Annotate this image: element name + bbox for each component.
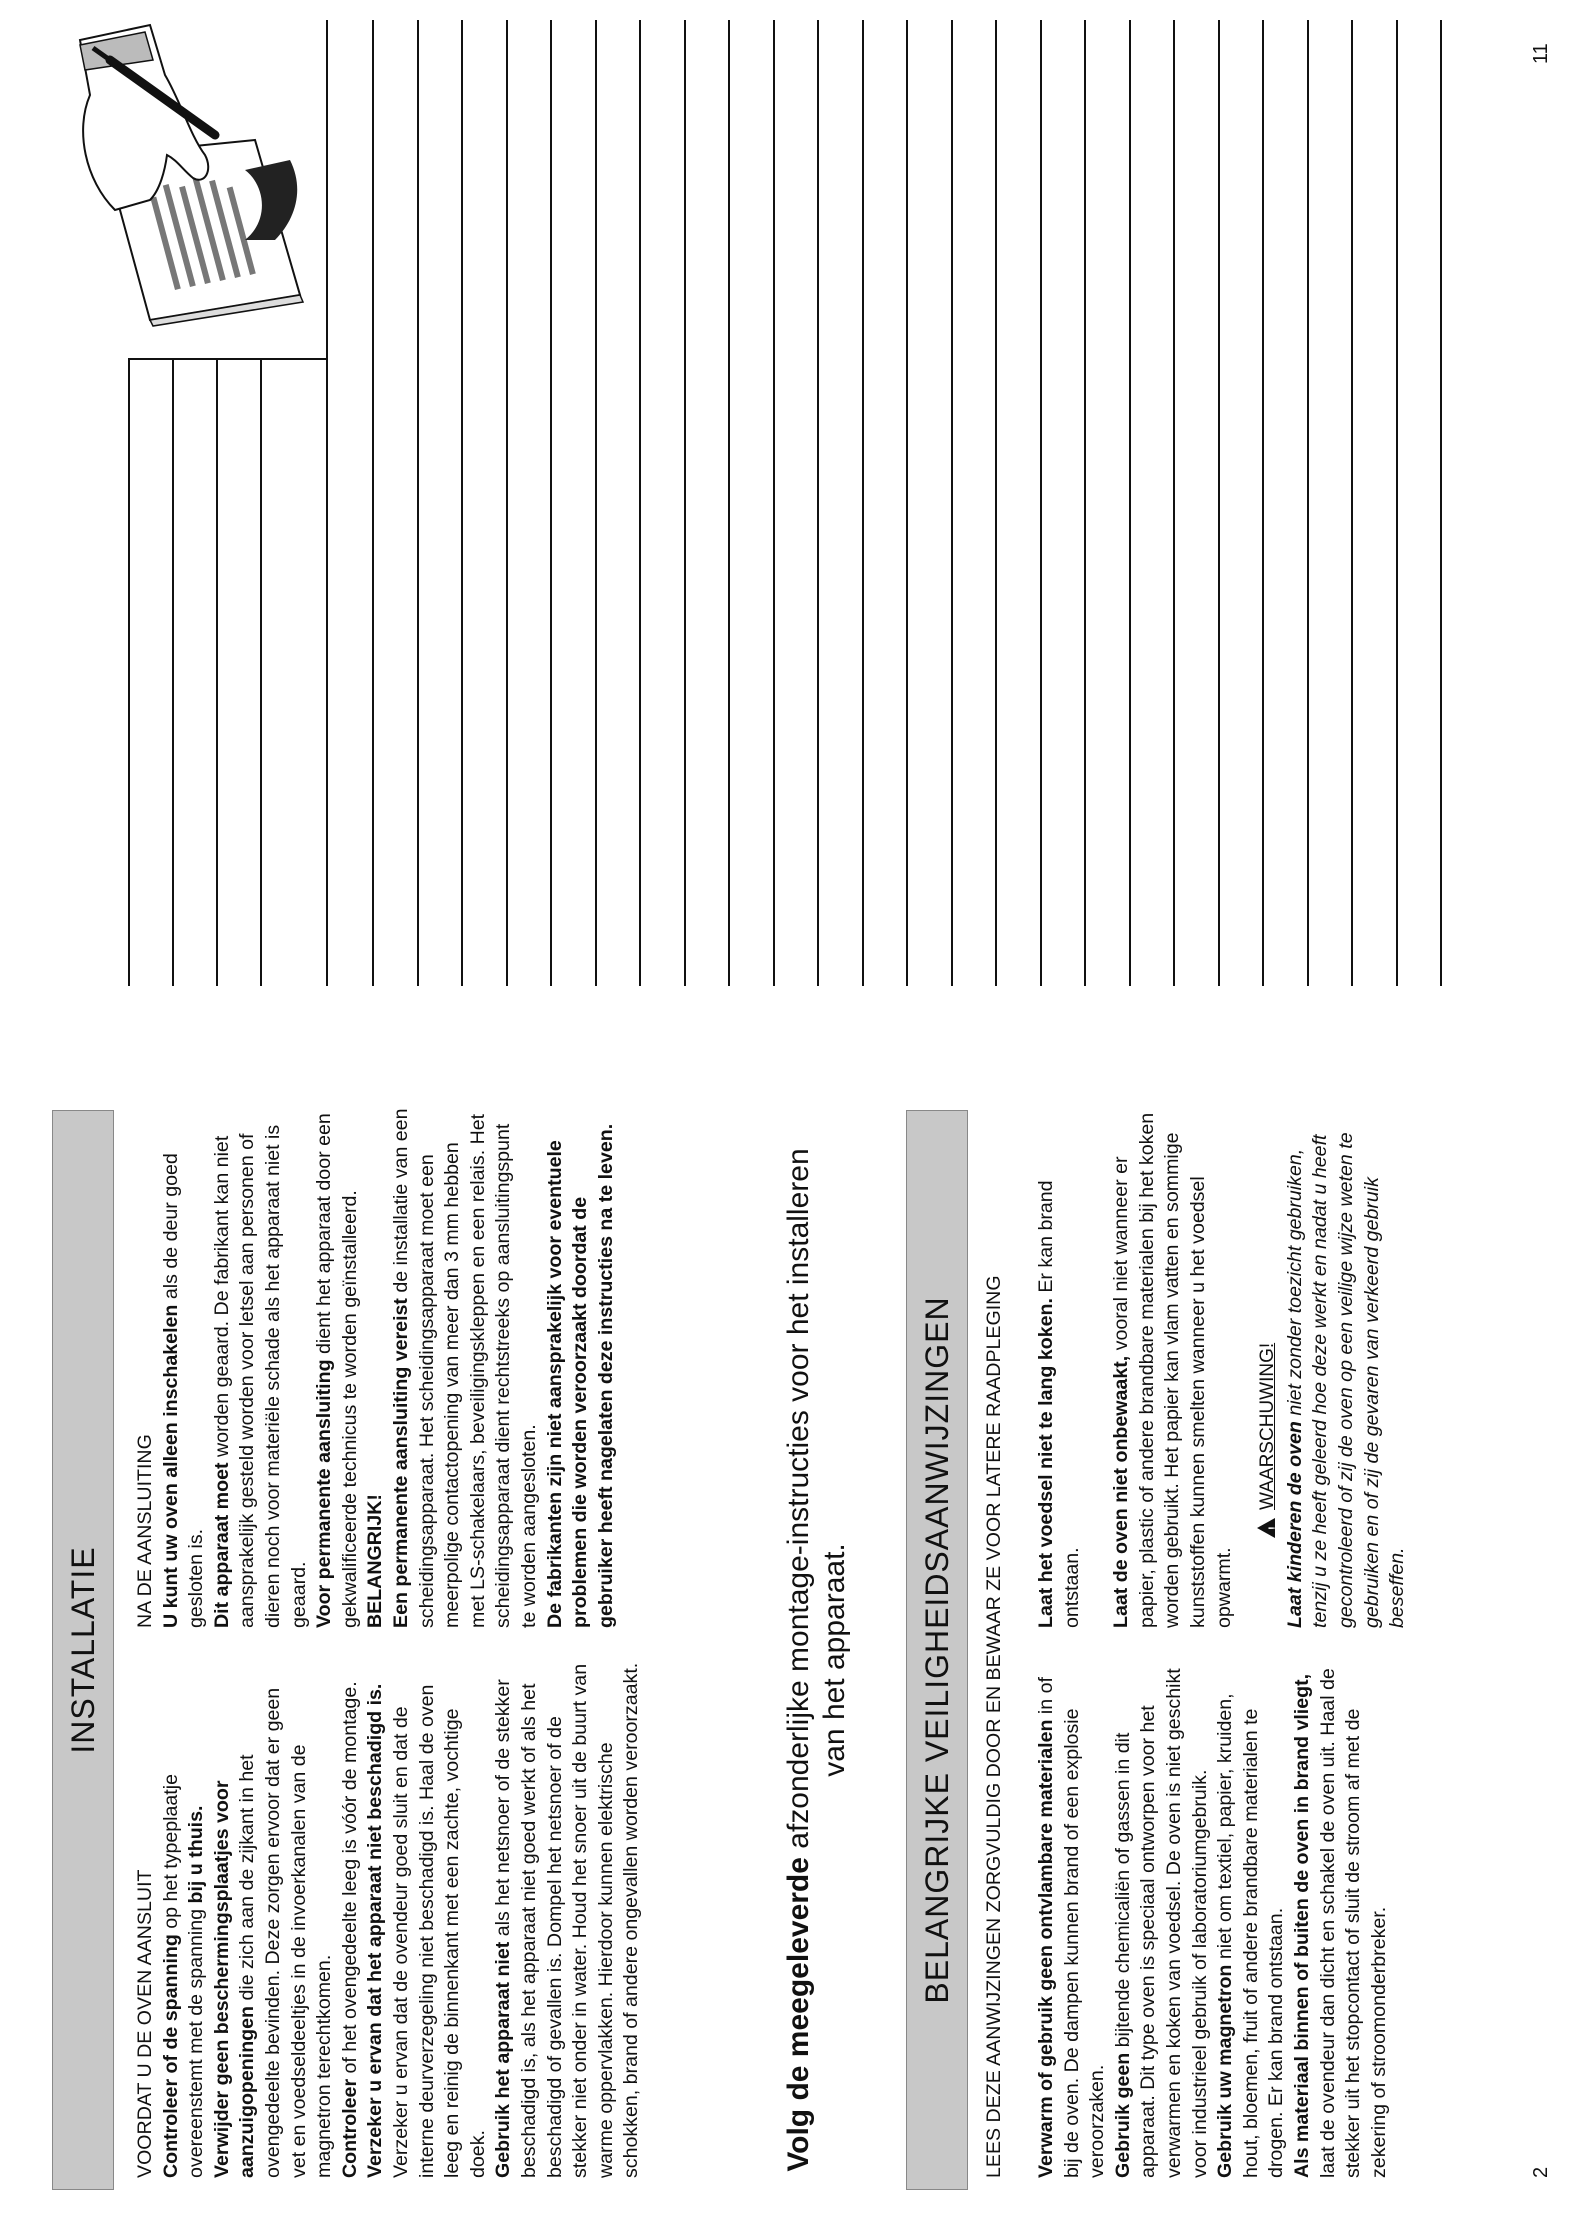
- note-line: [550, 20, 552, 986]
- note-line: [1173, 20, 1175, 986]
- belangrijk-label: BELANGRIJK!: [364, 1494, 387, 1628]
- paragraph-controleer: Controleer of het ovengedeelte leeg is vóór de montage.: [338, 1681, 361, 2178]
- veiligheid-header: BELANGRIJKE VEILIGHEIDSAANWIJZINGEN: [906, 1110, 968, 2190]
- paragraph-scheidingsapparaat: Een permanente aansluiting vereist de installatie van een scheidingsapparaat. Het scheidingsapparaat moet een meerpolige contactopening van meer dan 3 mm hebben met LS-schakelaars, beveiligingskleppen en een relais. Het scheidingsapparaat dient rechtstreeks op aansluitingspunt te worden aangesloten.: [389, 1108, 540, 1628]
- installatie-header: INSTALLATIE: [52, 1110, 114, 2190]
- note-line: [1218, 20, 1220, 986]
- paragraph-geaard: Dit apparaat moet worden geaard. De fabrikant kan niet aansprakelijk gesteld worden voor letsel aan personen of dieren noch voor materiële schade als het apparaat niet is geaard.: [210, 1124, 310, 1628]
- note-line: [1040, 20, 1042, 986]
- paragraph-inschakelen: U kunt uw oven alleen inschakelen als de deur goed gesloten is.: [159, 1153, 208, 1628]
- paragraph-ontvlambaar: Verwarm of gebruik geen ontvlambare materialen in of bij de oven. De dampen kunnen brand of een explosie veroorzaken.: [1035, 1677, 1109, 2178]
- montage-instructies-note: Volg de meegeleverde afzonderlijke montage-instructies voor het installeren van het apparaat.: [782, 1148, 851, 2172]
- installatie-column-1: [133, 1658, 645, 2178]
- note-line: [172, 360, 174, 986]
- warning-icon: !: [1257, 1518, 1275, 1538]
- note-line: [1084, 20, 1086, 986]
- note-line: [906, 20, 908, 986]
- paragraph-beschadigd: Verzeker u ervan dat het apparaat niet beschadigd is. Verzeker u ervan dat de ovendeur goed sluit en dat de interne deurverzegeling niet beschadigd is. Haal de oven leeg en reinig de binnenkant met een zachte, vochtige doek.: [364, 1683, 489, 2178]
- note-line: [1307, 20, 1309, 986]
- veiligheid-column-1: [1034, 1658, 1392, 2178]
- paragraph-beschermingsplaatjes: Verwijder geen beschermingsplaatjes voor aanzuigopeningen die zich aan de zijkant in het ovengedeelte bevinden. Deze zorgen ervoor dat er geen vet en voedseldeeltjes in de invoerkanalen van de magnetron terechtkomen.: [210, 1687, 336, 2178]
- note-line: [684, 20, 686, 986]
- note-line: [461, 20, 463, 986]
- note-line: [506, 20, 508, 986]
- note-line: [639, 20, 641, 986]
- paragraph-te-lang-koken: Laat het voedsel niet te lang koken. Er kan brand ontstaan.: [1035, 1180, 1083, 1628]
- note-line: [728, 20, 730, 986]
- note-line: [1129, 20, 1131, 986]
- note-line: [995, 20, 997, 986]
- na-aansluiting-heading: NA DE AANSLUITING: [134, 1434, 156, 1628]
- note-line: [128, 360, 130, 986]
- note-line: [216, 360, 218, 986]
- paragraph-chemicalien: Gebruik geen bijtende chemicaliën of gassen in dit apparaat. Dit type oven is speciaal ontworpen voor het verwarmen en koken van voedsel. De oven is niet geschikt voor industrieel gebruik of laboratoriumgebruik.: [1111, 1668, 1211, 2178]
- note-line: [817, 20, 819, 986]
- note-line: [862, 20, 864, 986]
- paragraph-aansprakelijk: De fabrikanten zijn niet aansprakelijk voor eventuele problemen die worden veroorzaakt doordat de gebruiker heeft nagelaten deze instructies na te leven.: [543, 1123, 617, 1628]
- paragraph-drogen: Gebruik uw magnetron niet om textiel, papier, kruiden, hout, bloemen, fruit of andere brandbare materialen te drogen. Er kan brand ontstaan.: [1214, 1693, 1288, 2178]
- note-line: [951, 20, 953, 986]
- note-line: [1262, 20, 1264, 986]
- note-line: [1351, 20, 1353, 986]
- warning-title: ! WAARSCHUWING!: [1255, 1108, 1281, 1538]
- voordat-heading: VOORDAT U DE OVEN AANSLUIT: [134, 1869, 156, 2178]
- veiligheid-column-2: [1034, 1108, 1411, 1628]
- note-line: [260, 360, 262, 986]
- paragraph-niet-gebruiken: Gebruik het apparaat niet als het netsnoer of de stekker beschadigd is, als het apparaat niet goed werkt of als het beschadigd of gevallen is. Dompel het netsnoer of de stekker niet onder in water. Houd het snoer uit de buurt van warme oppervlakken. Hierdoor kunnen elektrische schokken, brand of andere ongevallen worden veroorzaakt.: [492, 1662, 643, 2178]
- note-line: [417, 20, 419, 986]
- right-page-number: 11: [1530, 43, 1552, 64]
- note-line: [1396, 20, 1398, 986]
- paragraph-spanning: Controleer of de spanning op het typeplaatje overeenstemt met de spanning bij u thuis.: [159, 1774, 208, 2178]
- note-line: [595, 20, 597, 986]
- paragraph-kinderen: Laat kinderen de oven niet zonder toezicht gebruiken, tenzij u ze heeft geleerd hoe deze werkt en nadat u heeft gecontroleerd of zij de oven op een veilige wijze weten te gebruiken en of zij de gevaren van verkeerd gebruik beseffen.: [1283, 1132, 1409, 1628]
- note-line: [1440, 20, 1442, 986]
- installatie-column-2: [133, 1108, 619, 1628]
- paragraph-permanente-aansluiting: Voor permanente aansluiting dient het apparaat door een gekwalificeerde technicus te worden geïnstalleerd.: [313, 1113, 361, 1628]
- left-page-number: 2: [1530, 2166, 1552, 2178]
- hand-writing-on-paper-icon: [55, 20, 370, 360]
- notes-vertical-rule: [128, 358, 326, 360]
- note-line: [773, 20, 775, 986]
- paragraph-onbewaakt: Laat de oven niet onbewaakt, vooral niet wanneer er papier, plastic of andere brandbare materialen bij het koken worden gebruikt. Het papier kan vlam vatten en sommige kunststoffen kunnen smelten wanneer u het voedsel opwarmt.: [1110, 1112, 1235, 1628]
- veiligheid-intro: LEES DEZE AANWIJZINGEN ZORGVULDIG DOOR EN BEWAAR ZE VOOR LATERE RAADPLEGING: [983, 1275, 1005, 2178]
- paragraph-brand: Als materiaal binnen of buiten de oven in brand vliegt, laat de ovendeur dan dicht en schakel de oven uit. Haal de stekker uit het stopcontact of sluit de stroom af met de zekering of stroomonderbreker.: [1290, 1668, 1390, 2178]
- note-line: [326, 20, 328, 986]
- note-line: [372, 20, 374, 986]
